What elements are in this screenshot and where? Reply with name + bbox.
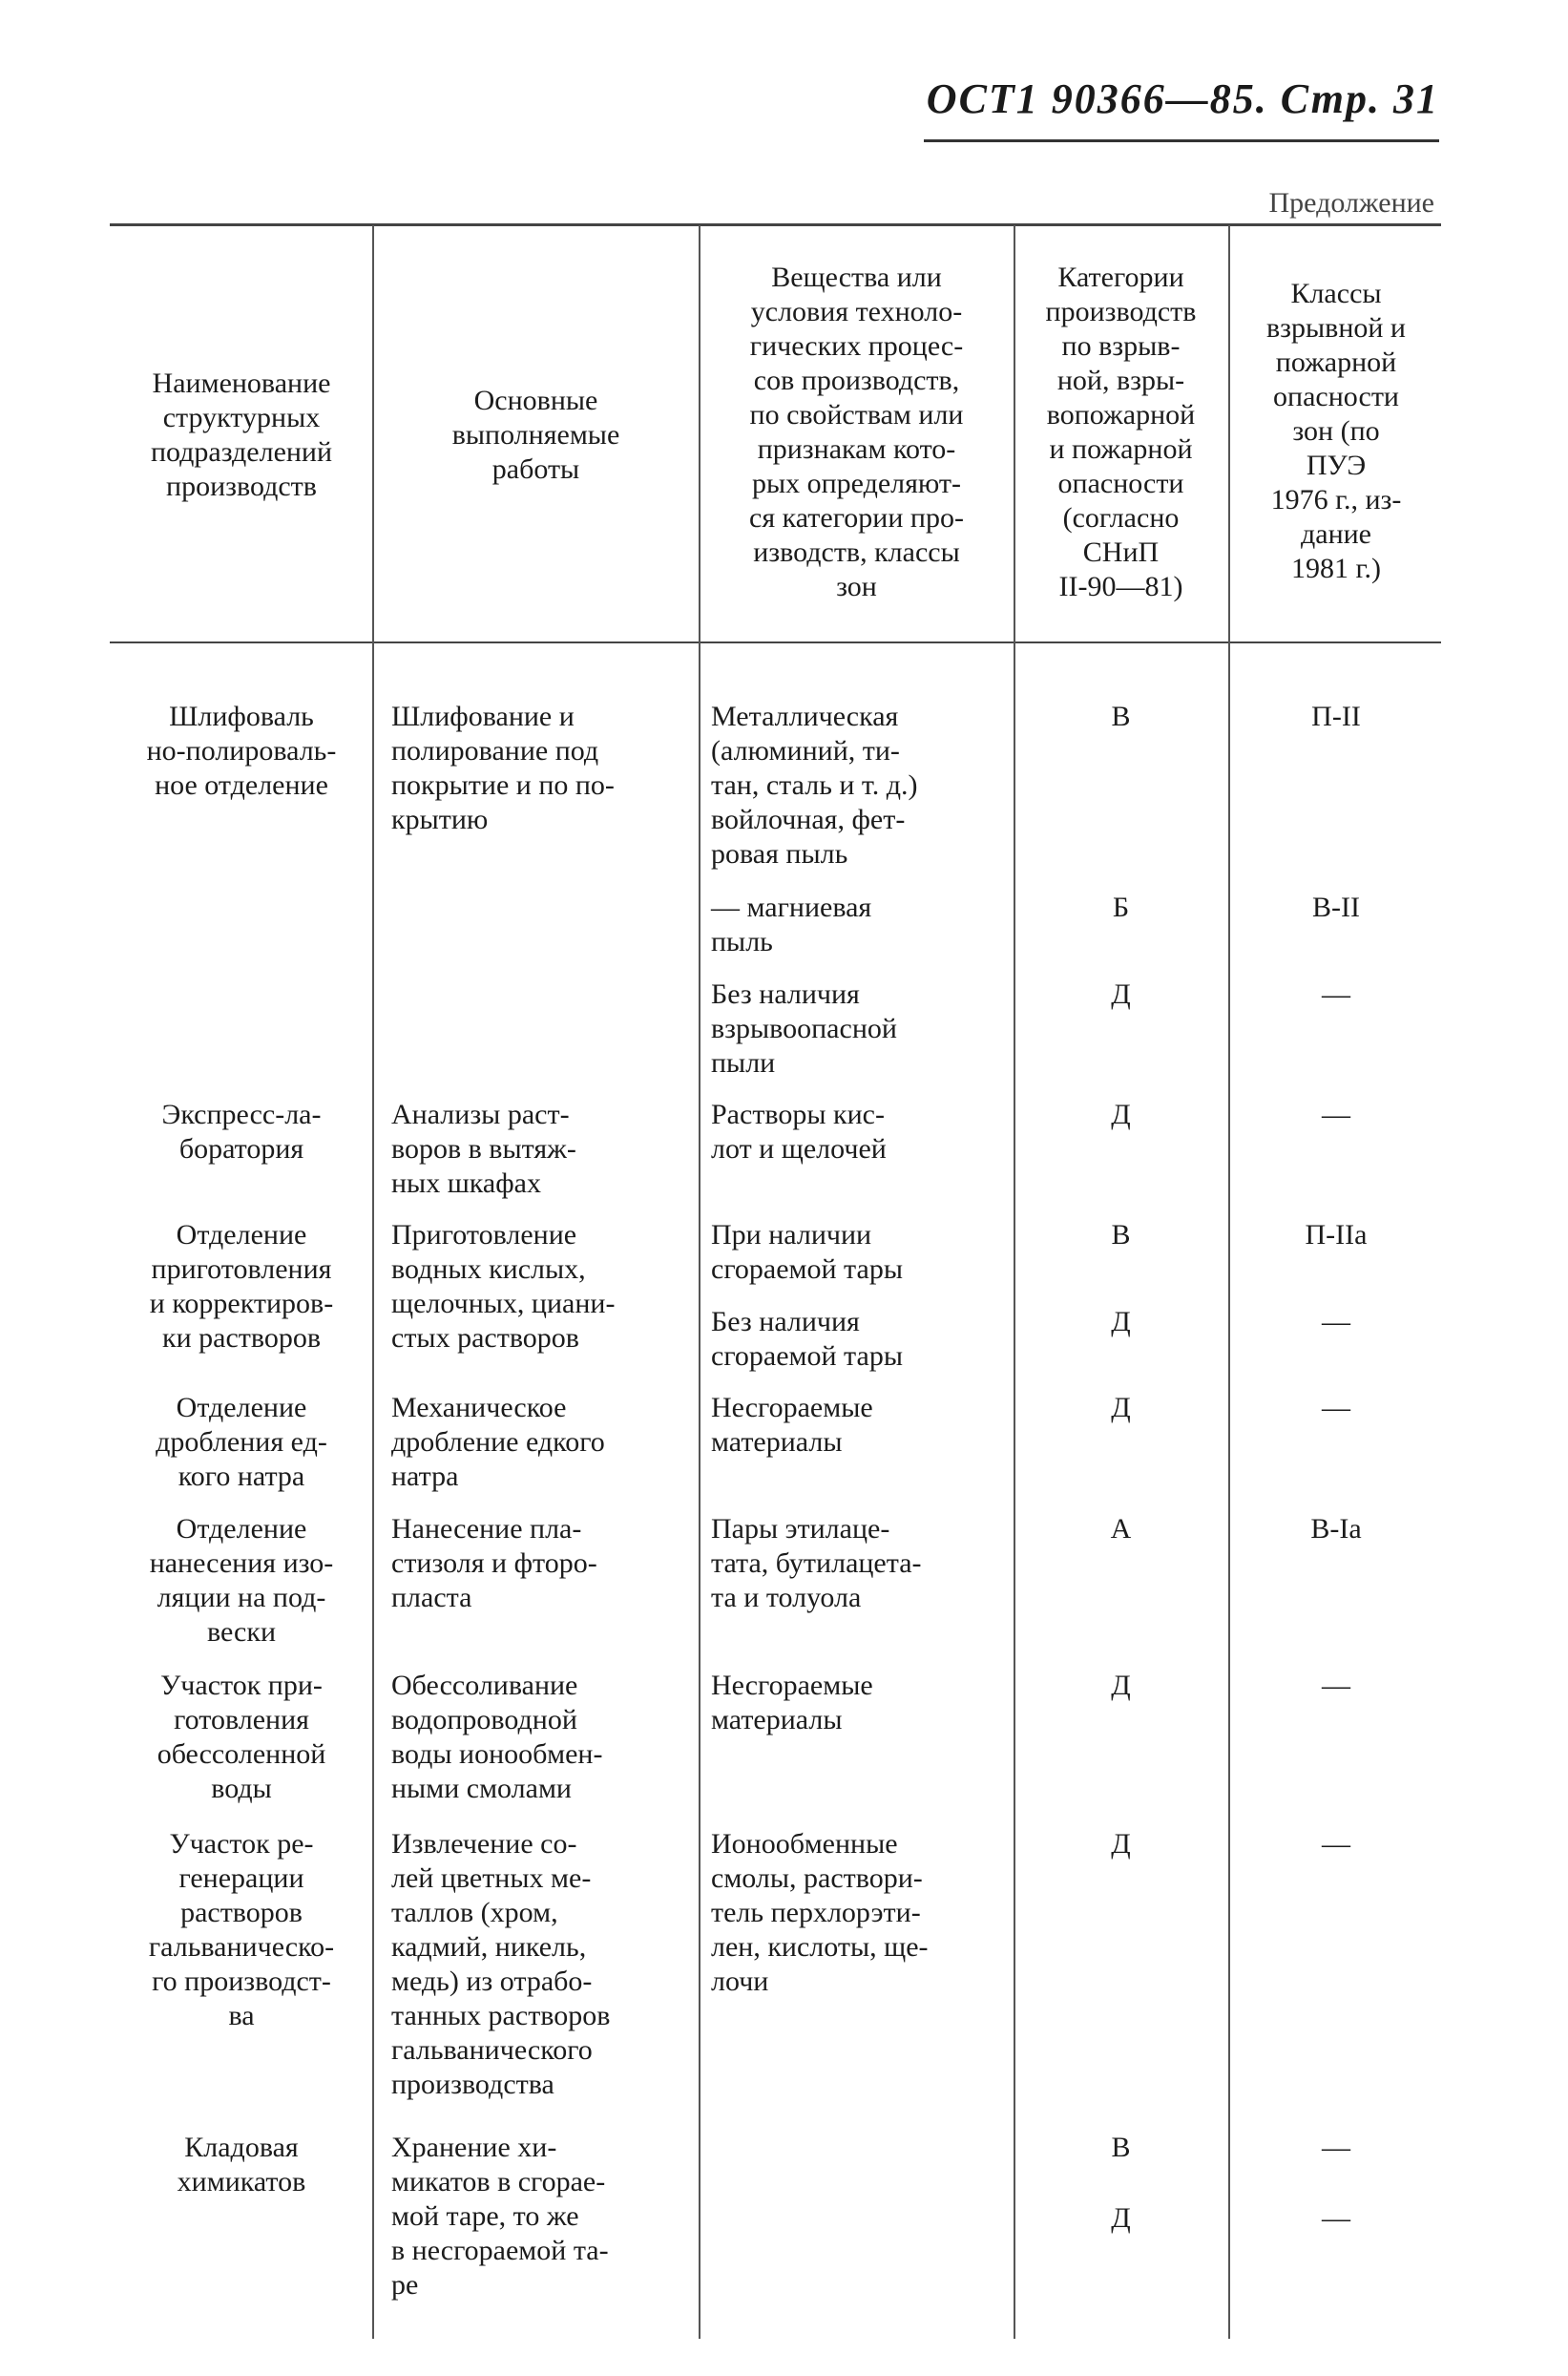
cell-substance: Металлическая (алюминий, ти- тан, сталь и т. д.) войлочная, фет- ровая пыль bbox=[711, 701, 918, 870]
cell-zone-class: П-IIа bbox=[1305, 1219, 1368, 1251]
cell-zone-class: — bbox=[1322, 2202, 1350, 2234]
cell-category: А bbox=[1110, 1513, 1132, 1545]
cell-name: Отделение дробления ед- кого натра bbox=[156, 1392, 327, 1492]
cell-category: Д bbox=[1111, 978, 1131, 1010]
cell-zone-class: — bbox=[1322, 1670, 1350, 1701]
column-divider-2 bbox=[699, 225, 700, 2339]
cell-zone-class: В-Iа bbox=[1310, 1513, 1362, 1545]
cell-zone-class: — bbox=[1322, 1306, 1350, 1337]
header-work: Основные выполняемые работы bbox=[451, 385, 620, 485]
cell-work: Шлифование и полирование под покрытие и по по- крытию bbox=[391, 701, 615, 835]
cell-name: Участок при- готовления обессоленной воды bbox=[157, 1670, 326, 1804]
table-top-rule bbox=[110, 223, 1441, 226]
cell-substance: Без наличия сгораемой тары bbox=[711, 1306, 903, 1372]
cell-zone-class: — bbox=[1322, 978, 1350, 1010]
cell-category: В bbox=[1111, 1219, 1131, 1251]
cell-work: Хранение хи- микатов в сгорае- мой таре, то же в несгораемой та- ре bbox=[391, 2132, 609, 2301]
cell-zone-class: В-II bbox=[1312, 892, 1360, 923]
continuation-label: Предолжение bbox=[1268, 187, 1434, 219]
cell-zone-class: — bbox=[1322, 2132, 1350, 2163]
cell-name: Экспресс-ла- боратория bbox=[161, 1099, 322, 1165]
cell-substance: При наличии сгораемой тары bbox=[711, 1219, 903, 1285]
cell-work: Извлечение со- лей цветных ме- таллов (хром, кадмий, никель, медь) из отрабо- танных растворов гальванического производства bbox=[391, 1828, 611, 2100]
cell-work: Приготовление водных кислых, щелочных, циани- стых растворов bbox=[391, 1219, 616, 1354]
cell-work: Нанесение пла- стизоля и фторо- пласта bbox=[391, 1513, 597, 1613]
cell-category: Д bbox=[1111, 1099, 1131, 1130]
header-substance: Вещества или условия техноло- гических процес- сов производств, по свойствам или признакам кото- рых определяют- ся категории про- изводств, классы зон bbox=[749, 262, 964, 602]
cell-substance: Несгораемые материалы bbox=[711, 1670, 873, 1735]
cell-name: Отделение приготовления и корректиров- ки растворов bbox=[149, 1219, 334, 1354]
cell-zone-class: — bbox=[1322, 1828, 1350, 1860]
cell-category: В bbox=[1111, 2132, 1131, 2163]
cell-category: Д bbox=[1111, 1828, 1131, 1860]
cell-substance: Без наличия взрывоопасной пыли bbox=[711, 978, 897, 1079]
header-bottom-rule bbox=[110, 641, 1441, 643]
cell-work: Обессоливание водопроводной воды ионообмен- ными смолами bbox=[391, 1670, 603, 1804]
cell-substance: Несгораемые материалы bbox=[711, 1392, 873, 1458]
header-category: Категории производств по взрыв- ной, взры- вопожарной и пожарной опасности (согласно СНиП II-90—81) bbox=[1045, 262, 1197, 602]
cell-work: Механическое дробление едкого натра bbox=[391, 1392, 605, 1492]
cell-category: Д bbox=[1111, 1392, 1131, 1423]
column-divider-1 bbox=[372, 225, 374, 2339]
cell-name: Отделение нанесения изо- ляции на под- вески bbox=[149, 1513, 334, 1648]
header-zone-class: Классы взрывной и пожарной опасности зон (по ПУЭ 1976 г., из- дание 1981 г.) bbox=[1265, 278, 1406, 584]
cell-zone-class: П-II bbox=[1311, 701, 1361, 732]
cell-category: Д bbox=[1111, 1670, 1131, 1701]
cell-category: Д bbox=[1111, 2202, 1131, 2234]
cell-name: Участок ре- генерации растворов гальваническо- го производст- ва bbox=[148, 1828, 335, 2031]
cell-category: Д bbox=[1111, 1306, 1131, 1337]
cell-category: Б bbox=[1112, 892, 1130, 923]
cell-zone-class: — bbox=[1322, 1392, 1350, 1423]
cell-substance: Пары этилаце- тата, бутилацета- та и толуола bbox=[711, 1513, 922, 1613]
cell-substance: Растворы кис- лот и щелочей bbox=[711, 1099, 887, 1165]
cell-work: Анализы раст- воров в вытяж- ных шкафах bbox=[391, 1099, 576, 1199]
cell-name: Шлифоваль но-полироваль- ное отделение bbox=[146, 701, 337, 801]
cell-substance: — магниевая пыль bbox=[711, 892, 872, 957]
cell-name: Кладовая химикатов bbox=[177, 2132, 306, 2197]
page-header: ОСТ1 90366—85. Стр. 31 bbox=[926, 75, 1439, 122]
cell-category: В bbox=[1111, 701, 1131, 732]
cell-substance: Ионообменные смолы, раствори- тель перхлорэти- лен, кислоты, ще- лочи bbox=[711, 1828, 929, 1997]
header-rule bbox=[924, 139, 1439, 142]
cell-zone-class: — bbox=[1322, 1099, 1350, 1130]
header-name: Наименование структурных подразделений производств bbox=[150, 368, 333, 502]
